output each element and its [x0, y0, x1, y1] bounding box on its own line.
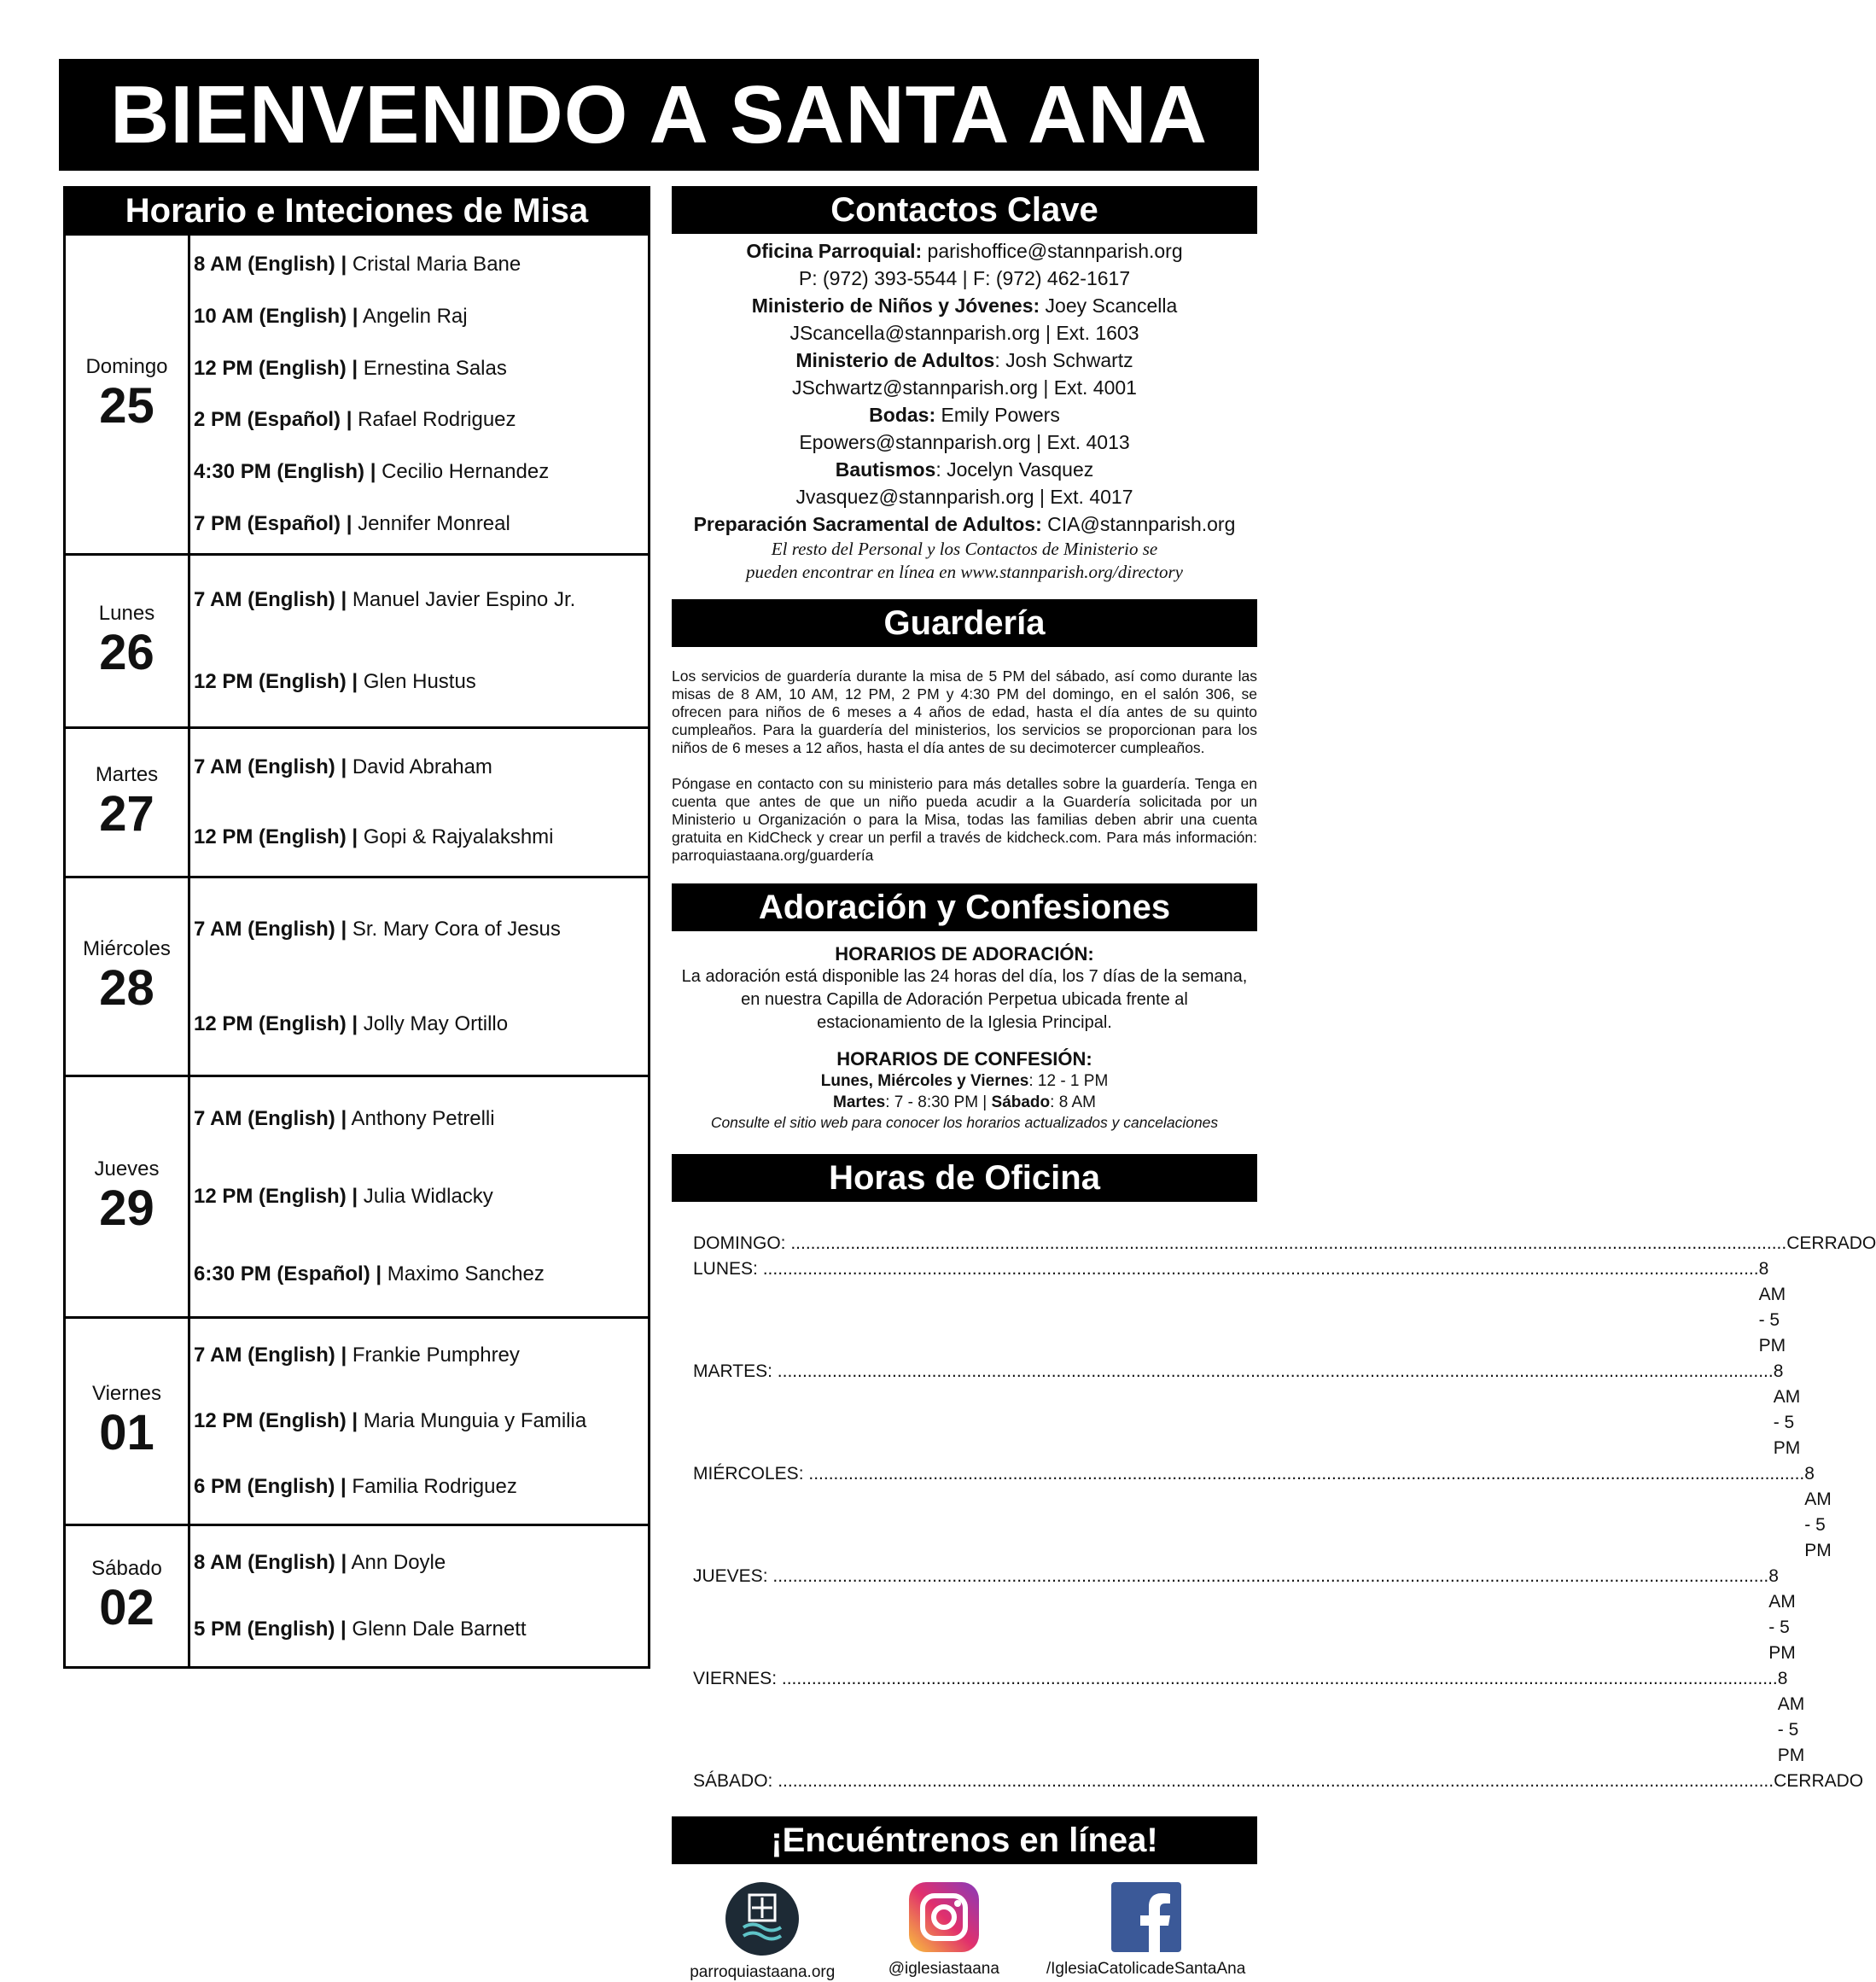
mass-schedule — [63, 186, 650, 1647]
adults-contact: JSchwartz@stannparish.org | Ext. 4001 — [792, 376, 1137, 399]
mass-item — [194, 1618, 648, 1641]
page-title: BIENVENIDO A SANTA ANA — [59, 59, 1259, 171]
day-name: Jueves — [94, 1157, 160, 1181]
day-number: 02 — [99, 1580, 154, 1636]
confession-title: HORARIOS DE CONFESIÓN: — [836, 1048, 1092, 1070]
office-hours: CERRADO — [1774, 1771, 1864, 1791]
mass-intention: Maximo Sanchez — [387, 1262, 545, 1285]
mass-intention: Cecilio Hernandez — [382, 459, 550, 483]
mass-list — [190, 556, 648, 726]
facebook-link[interactable] — [1034, 1881, 1257, 1982]
instagram-icon — [908, 1881, 980, 1953]
leader-dots: ........................................................................................................................................................................................................ — [803, 1464, 1805, 1484]
mass-item — [194, 670, 648, 694]
day-number: 28 — [99, 960, 154, 1017]
mass-item — [194, 512, 648, 536]
day-number: 01 — [99, 1405, 154, 1461]
office-hours: 8 AM - 5 PM — [1777, 1669, 1805, 1765]
day-label — [66, 878, 190, 1075]
sacramental-email[interactable]: CIA@stannparish.org — [1047, 513, 1236, 535]
youth-name: Joey Scancella — [1045, 294, 1178, 317]
website-link[interactable] — [672, 1881, 854, 1982]
mass-list — [190, 1526, 648, 1666]
facebook-label: /IglesiaCatolicadeSantaAna — [1046, 1960, 1246, 1978]
mass-intention: Glenn Dale Barnett — [352, 1618, 527, 1641]
office-day: LUNES: — [693, 1259, 758, 1279]
schedule-day — [66, 726, 648, 876]
baptisms-name: : Jocelyn Vasquez — [935, 458, 1094, 481]
day-label — [66, 1526, 190, 1666]
office-day: VIERNES: — [693, 1669, 778, 1688]
leader-dots: ........................................................................................................................................................................................................ — [777, 1669, 1778, 1688]
directory-note-1: El resto del Personal y los Contactos de Ministerio se — [771, 539, 1158, 559]
adults-label: Ministerio de Adultos — [795, 349, 995, 371]
mass-intention: Gopi & Rajyalakshmi — [363, 825, 554, 848]
mass-item — [194, 357, 648, 381]
schedule-day — [66, 1524, 648, 1666]
mass-intention: Julia Widlacky — [363, 1184, 493, 1208]
mass-time: 5 PM (English) | — [194, 1618, 347, 1641]
info-column — [672, 186, 1876, 1982]
nursery-header: Guardería — [672, 599, 1257, 647]
office-day: SÁBADO: — [693, 1771, 773, 1791]
mass-intention: Jolly May Ortillo — [363, 1011, 509, 1035]
confession-days-3: Sábado — [991, 1093, 1051, 1111]
mass-time: 12 PM (English) | — [194, 1184, 358, 1208]
mass-item — [194, 588, 648, 612]
day-name: Miércoles — [83, 937, 171, 961]
mass-time: 8 AM (English) | — [194, 1551, 347, 1574]
mass-time: 12 PM (English) | — [194, 1408, 358, 1432]
office-hours: 8 AM - 5 PM — [1758, 1259, 1786, 1355]
mass-item — [194, 1185, 648, 1209]
mass-time: 12 PM (English) | — [194, 356, 358, 380]
instagram-label: @iglesiastaana — [888, 1960, 999, 1978]
office-hours: 8 AM - 5 PM — [1804, 1464, 1832, 1560]
mass-list — [190, 1319, 648, 1524]
office-hours-row — [693, 1461, 1832, 1564]
contacts-header: Contactos Clave — [672, 186, 1257, 234]
sacramental-label: Preparación Sacramental de Adultos: — [693, 513, 1042, 535]
mass-list — [190, 729, 648, 876]
mass-item — [194, 1344, 648, 1367]
confession-note: Consulte el sitio web para conocer los horarios actualizados y cancelaciones — [710, 1114, 1219, 1131]
mass-list — [190, 236, 648, 553]
leader-dots: ........................................................................................................................................................................................................ — [757, 1259, 1759, 1279]
adoration-title: HORARIOS DE ADORACIÓN: — [835, 943, 1094, 965]
day-label — [66, 556, 190, 726]
day-number: 27 — [99, 786, 154, 842]
day-number: 26 — [99, 625, 154, 681]
office-hours-row — [693, 1231, 1876, 1256]
office-hours-row — [693, 1666, 1805, 1769]
day-number: 25 — [99, 378, 154, 434]
confession-time-3: : 8 AM — [1050, 1093, 1096, 1111]
mass-intention: Manuel Javier Espino Jr. — [352, 588, 576, 611]
directory-note-2: pueden encontrar en línea en www.stannparish.org/directory — [746, 562, 1183, 582]
office-hours-row — [693, 1769, 1864, 1794]
contacts-section — [672, 237, 1257, 584]
mass-item — [194, 1409, 648, 1433]
mass-time: 7 PM (Español) | — [194, 511, 352, 535]
day-name: Martes — [95, 763, 159, 787]
mass-time: 12 PM (English) | — [194, 1011, 358, 1035]
office-day: JUEVES: — [693, 1566, 768, 1586]
mass-intention: David Abraham — [352, 755, 492, 778]
office-day: MARTES: — [693, 1361, 772, 1381]
mass-item — [194, 1107, 648, 1131]
mass-item — [194, 460, 648, 484]
office-hours: 8 AM - 5 PM — [1768, 1566, 1796, 1663]
leader-dots: ........................................................................................................................................................................................................ — [785, 1233, 1787, 1253]
website-label: parroquiastaana.org — [690, 1963, 836, 1981]
mass-item — [194, 1012, 648, 1036]
mass-intention: Rafael Rodriguez — [358, 408, 516, 432]
office-day: DOMINGO: — [693, 1233, 786, 1253]
confession-days-2: Martes — [833, 1093, 886, 1111]
mass-time: 12 PM (English) | — [194, 825, 358, 848]
mass-intention: Glen Hustus — [363, 670, 476, 693]
nursery-paragraph-2: Póngase en contacto con su ministerio para más detalles sobre la guardería. Tenga en cuenta que antes de que un niño pueda acudir a la Guardería solicitada por un Ministerio u Organización o para la Misa, todas las familias deben abrir una cuenta gratuita en KidCheck y crear un perfil a través de kidcheck.com. Para más información: parroquiastaana.org/guardería — [672, 775, 1257, 864]
office-label: Oficina Parroquial: — [746, 240, 923, 262]
schedule-day — [66, 876, 648, 1075]
mass-intention: Angelin Raj — [362, 304, 468, 328]
mass-item — [194, 305, 648, 329]
schedule-header: Horario e Inteciones de Misa — [63, 186, 650, 236]
day-label — [66, 729, 190, 876]
schedule-table — [63, 236, 650, 1669]
mass-time: 7 AM (English) | — [194, 1107, 347, 1131]
youth-contact: JScancella@stannparish.org | Ext. 1603 — [789, 322, 1139, 344]
mass-item — [194, 755, 648, 779]
office-hours-row — [693, 1564, 1796, 1666]
mass-time: 6:30 PM (Español) | — [194, 1262, 382, 1285]
office-phone: P: (972) 393-5544 | F: (972) 462-1617 — [798, 267, 1131, 289]
confession-time-1: : 12 - 1 PM — [1028, 1072, 1109, 1090]
office-hours-list — [693, 1231, 1876, 1794]
mass-item — [194, 1262, 648, 1286]
mass-intention: Anthony Petrelli — [351, 1107, 495, 1131]
day-number: 29 — [99, 1180, 154, 1237]
mass-time: 8 AM (English) | — [194, 253, 347, 277]
mass-time: 7 AM (English) | — [194, 1343, 347, 1367]
online-header: ¡Encuéntrenos en línea! — [672, 1816, 1257, 1864]
mass-intention: Jennifer Monreal — [358, 511, 510, 535]
mass-item — [194, 825, 648, 849]
baptisms-label: Bautismos — [835, 458, 936, 481]
mass-item — [194, 408, 648, 432]
adoration-text: La adoración está disponible las 24 horas del día, los 7 días de la semana, en nuestra Capilla de Adoración Perpetua ubicada frente al estacionamiento de la Iglesia Principal. — [681, 967, 1248, 1032]
day-label — [66, 1319, 190, 1524]
mass-time: 6 PM (English) | — [194, 1475, 347, 1499]
mass-item — [194, 253, 648, 277]
schedule-day — [66, 236, 648, 553]
office-hours: 8 AM - 5 PM — [1773, 1361, 1801, 1458]
adoration-section — [672, 943, 1257, 1132]
schedule-day — [66, 553, 648, 726]
day-name: Sábado — [91, 1557, 162, 1581]
mass-time: 10 AM (English) | — [194, 304, 358, 328]
mass-time: 7 AM (English) | — [194, 917, 347, 941]
day-name: Viernes — [92, 1382, 161, 1406]
mass-item — [194, 1551, 648, 1575]
social-links — [672, 1881, 1257, 1982]
day-label — [66, 1077, 190, 1316]
leader-dots: ........................................................................................................................................................................................................ — [767, 1566, 1769, 1586]
mass-intention: Ernestina Salas — [363, 356, 507, 380]
schedule-day — [66, 1075, 648, 1316]
mass-intention: Ann Doyle — [351, 1551, 446, 1574]
mass-intention: Frankie Pumphrey — [352, 1343, 520, 1367]
mass-time: 7 AM (English) | — [194, 755, 347, 778]
office-day: MIÉRCOLES: — [693, 1464, 804, 1484]
office-email[interactable]: parishoffice@stannparish.org — [927, 240, 1183, 262]
schedule-day — [66, 1316, 648, 1524]
mass-intention: Sr. Mary Cora of Jesus — [352, 917, 561, 941]
office-hours-row — [693, 1359, 1801, 1461]
mass-intention: Familia Rodriguez — [352, 1475, 517, 1499]
mass-list — [190, 878, 648, 1075]
confession-time-2: : 7 - 8:30 PM | — [885, 1093, 988, 1111]
mass-intention: Cristal Maria Bane — [352, 253, 521, 277]
instagram-link[interactable] — [854, 1881, 1035, 1982]
mass-intention: Maria Munguia y Familia — [363, 1408, 587, 1432]
office-header: Horas de Oficina — [672, 1154, 1257, 1202]
day-name: Lunes — [98, 602, 155, 626]
parish-logo-icon — [725, 1881, 800, 1956]
adoration-header: Adoración y Confesiones — [672, 883, 1257, 931]
nursery-paragraph-1: Los servicios de guardería durante la misa de 5 PM del sábado, así como durante las misas de 8 AM, 10 AM, 12 PM, 2 PM y 4:30 PM del domingo, en el salón 306, se ofrecen para niños de 6 meses a 4 años de edad, hasta el día antes de su quinto cumpleaños. Para la guardería del ministerios, los servicios se proporcionan para los niños de 6 meses a 12 años, hasta el día antes de su decimotercer cumpleaños. — [672, 667, 1257, 756]
weddings-label: Bodas: — [869, 404, 936, 426]
facebook-icon — [1110, 1881, 1182, 1953]
day-name: Domingo — [85, 355, 168, 379]
baptisms-contact: Jvasquez@stannparish.org | Ext. 4017 — [795, 486, 1133, 508]
mass-time: 12 PM (English) | — [194, 670, 358, 693]
office-hours: CERRADO — [1786, 1233, 1876, 1253]
weddings-name: Emily Powers — [941, 404, 1060, 426]
mass-time: 2 PM (Español) | — [194, 408, 352, 432]
adults-name: : Josh Schwartz — [994, 349, 1133, 371]
youth-label: Ministerio de Niños y Jóvenes: — [751, 294, 1040, 317]
weddings-contact: Epowers@stannparish.org | Ext. 4013 — [799, 431, 1130, 453]
leader-dots: ........................................................................................................................................................................................................ — [772, 1771, 1774, 1791]
leader-dots: ........................................................................................................................................................................................................ — [772, 1361, 1774, 1381]
office-hours-row — [693, 1256, 1786, 1359]
confession-days-1: Lunes, Miércoles y Viernes — [820, 1072, 1029, 1090]
mass-item — [194, 918, 648, 941]
mass-time: 4:30 PM (English) | — [194, 459, 376, 483]
day-label — [66, 236, 190, 553]
mass-list — [190, 1077, 648, 1316]
mass-item — [194, 1475, 648, 1499]
mass-time: 7 AM (English) | — [194, 588, 347, 611]
